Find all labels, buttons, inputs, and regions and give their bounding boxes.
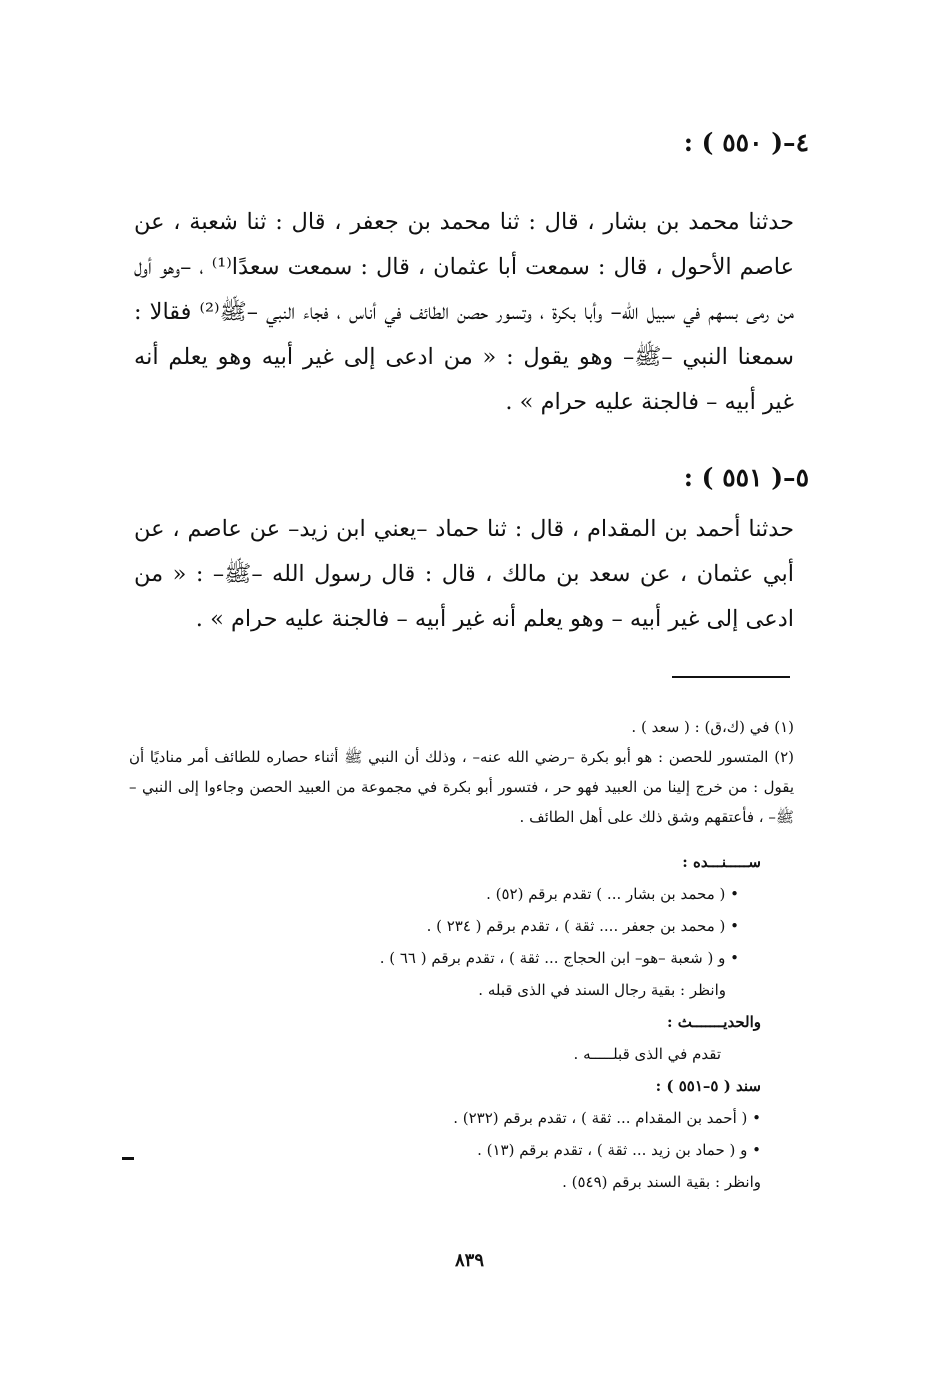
sanad-item: • و ( شعبة –هو– ابن الحجاج ... ثقة ) ، تقدم برقم ( ٦٦ ) . (379, 949, 739, 967)
hadith-label: والحديـــــــث : (667, 1013, 761, 1031)
page-number: ٨٣٩ (454, 1250, 484, 1271)
hadith-paragraph-551: حدثنا أحمد بن المقدام ، قال : ثنا حماد –يعني ابن زيد– عن عاصم ، عن أبي عثمان ، عن سعد بن مالك ، قال : قال رسول الله –ﷺ– : « من ادعى إلى غير أبيه – وهو يعلم أنه غير أبيه – فالجنة عليه حرام » . (134, 516, 794, 632)
hadith-heading-550: ٤–( ٥٥٠ ) : (683, 128, 809, 157)
hadith-heading-551: ٥–( ٥٥١ ) : (683, 463, 809, 492)
sanad-item: • و ( حماد بن زيد ... ثقة ) ، تقدم برقم (١٣) . (477, 1141, 761, 1159)
sanad-item: • ( أحمد بن المقدام ... ثقة ) ، تقدم برقم (٢٣٢) . (453, 1109, 761, 1127)
hadith-note: تقدم في الذى قبلـــــه . (573, 1045, 721, 1063)
sanad-block (121, 846, 761, 1198)
footnote-separator (672, 676, 790, 678)
sanad-see-note: وانظر : بقية رجال السند في الذى قبله . (478, 981, 726, 999)
sanad-label-551: سند ( ٥–٥٥١ ) : (655, 1077, 761, 1095)
hadith-text-551 (134, 507, 794, 642)
sanad-item: • ( محمد بن جعفر .... ثقة ) ، تقدم برقم ( ٢٣٤ ) . (426, 917, 739, 935)
hadith-paragraph-550: حدثنا محمد بن بشار ، قال : ثنا محمد بن جعفر ، قال : ثنا شعبة ، عن عاصم الأحول ، قال : سمعت أبا عثمان ، قال : سمعت سعدًا⁽¹⁾ ، –وهو أول من رمى بسهم في سبيل الله– وأبا بكرة ، وتسور حصن الطائف في أناس ، فجاء النبي –ﷺ⁽²⁾ فقالا : سمعنا النبي –ﷺ– وهو يقول : « من ادعى إلى غير أبيه وهو يعلم أنه غير أبيه – فالجنة عليه حرام » . (134, 209, 795, 415)
sanad-label: ســـــنـــده : (682, 853, 761, 871)
hadith-text-550 (134, 200, 794, 425)
sanad-see-note-2: وانظر : بقية السند برقم (٥٤٩) . (562, 1173, 761, 1191)
margin-mark (122, 1157, 134, 1160)
footnote-2: (٢) المتسور للحصن : هو أبو بكرة –رضي الله عنه– ، وذلك أن النبي ﷺ أثناء حصاره للطائف أمر مناديًا أن يقول : من خرج إلينا من العبيد فهو حر ، فتسور أبو بكرة في مجموعة من العبيد الحصن وجاءوا إلى النبي –ﷺ– ، فأعتقهم وشق ذلك على أهل الطائف . (129, 748, 794, 826)
footnotes (129, 712, 794, 832)
sanad-item: • ( محمد بن بشار ... ) تقدم برقم (٥٢) . (486, 885, 739, 903)
footnote-1: (١) في (ك،ق) : ( سعد ) . (631, 718, 794, 736)
